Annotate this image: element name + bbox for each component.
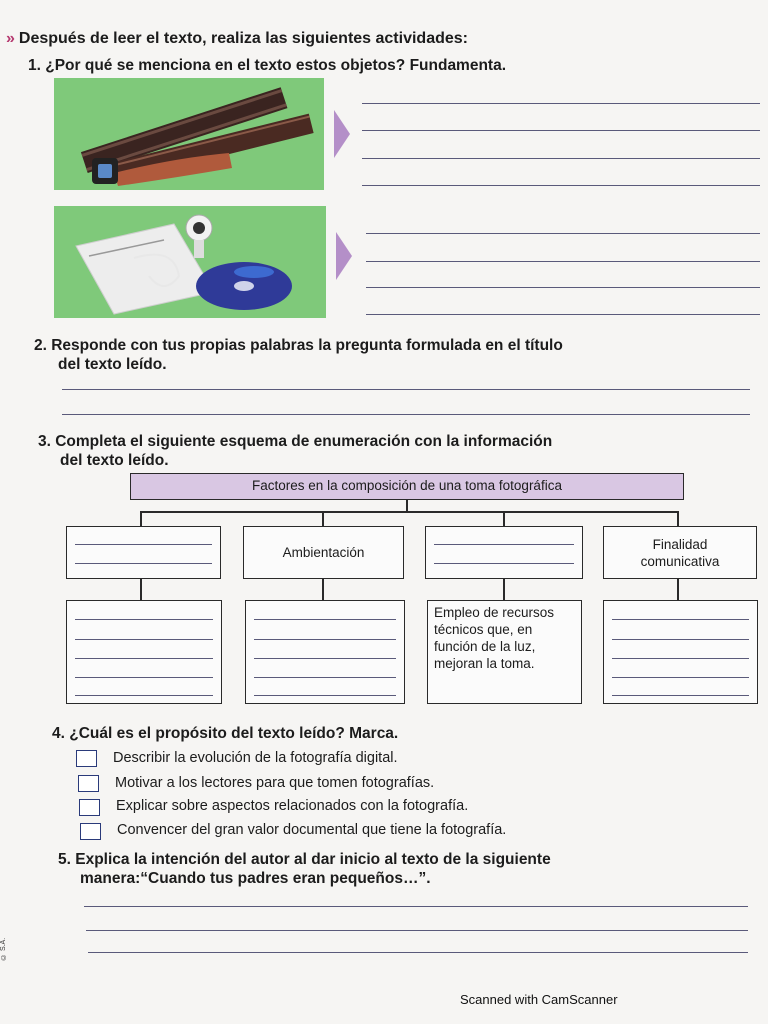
question-5-line-1: 5. Explica la intención del autor al dar inicio al texto de la siguiente [58,851,551,868]
answer-line [75,658,213,659]
answer-line[interactable] [366,261,760,262]
option-label-2: Motivar a los lectores para que tomen fotografías. [115,775,435,791]
option-label-3: Explicar sobre aspectos relacionados con la fotografía. [116,798,469,814]
answer-line[interactable] [62,389,750,390]
answer-line [75,695,213,696]
intro-heading [6,30,468,48]
connector [677,579,679,601]
answer-line [254,658,396,659]
question-2-line-1: 2. Responde con tus propias palabras la pregunta formulada en el título [34,337,563,354]
answer-line [75,677,213,678]
detail-box-3: Empleo de recursos técnicos que, en función de la luz, mejoran la toma. [427,600,582,704]
answer-line[interactable] [362,103,760,104]
detail-box-2[interactable] [245,600,405,704]
answer-line[interactable] [84,906,748,907]
answer-line [75,639,213,640]
answer-line[interactable] [366,233,760,234]
factor-box-2: Ambientación [243,526,404,579]
answer-line [434,544,574,545]
connector [140,511,678,513]
option-checkbox-3[interactable] [79,799,100,816]
question-3-line-1: 3. Completa el siguiente esquema de enumeración con la información [38,433,553,450]
option-label-1: Describir la evolución de la fotografía digital. [113,750,398,766]
detail-box-4[interactable] [603,600,758,704]
question-5-line-2: manera:“Cuando tus padres eran pequeños…”. [80,870,431,887]
answer-line[interactable] [362,130,760,131]
option-checkbox-2[interactable] [78,775,99,792]
side-copyright: © S.A. [0,937,7,960]
answer-line [612,619,749,620]
webcam-cd-image [54,206,326,318]
question-5 [58,850,551,888]
detail-box-1[interactable] [66,600,222,704]
factor-box-4: Finalidad comunicativa [603,526,757,579]
bullet-marker: » [6,30,15,47]
question-2 [34,336,563,374]
answer-line [75,619,213,620]
answer-line[interactable] [366,314,760,315]
answer-line [612,695,749,696]
answer-line[interactable] [362,185,760,186]
question-2-line-2: del texto leído. [58,356,167,373]
answer-line[interactable] [366,287,760,288]
option-checkbox-1[interactable] [76,750,97,767]
connector [140,579,142,601]
answer-line [254,695,396,696]
answer-line[interactable] [88,952,748,953]
answer-line [254,677,396,678]
question-4: 4. ¿Cuál es el propósito del texto leído? Marca. [52,725,399,742]
question-1: 1. ¿Por qué se menciona en el texto estos objetos? Fundamenta. [28,57,507,74]
answer-line [75,563,212,564]
film-strip-image [54,78,324,190]
answer-line[interactable] [362,158,760,159]
factor-box-3[interactable] [425,526,583,579]
connector [322,511,324,527]
answer-line [612,639,749,640]
option-label-4: Convencer del gran valor documental que tiene la fotografía. [117,822,507,838]
connector [503,511,505,527]
connector [140,511,142,527]
connector [322,579,324,601]
answer-line [434,563,574,564]
answer-line [254,639,396,640]
answer-line [254,619,396,620]
answer-line[interactable] [86,930,748,931]
scheme-title: Factores en la composición de una toma fotográfica [130,473,684,500]
answer-line [612,677,749,678]
option-checkbox-4[interactable] [80,823,101,840]
arrow-icon [336,232,352,280]
connector [503,579,505,601]
answer-line [75,544,212,545]
answer-line [612,658,749,659]
arrow-icon [334,110,350,158]
question-3 [38,432,552,470]
scanner-watermark: Scanned with CamScanner [460,992,618,1007]
factor-box-1[interactable] [66,526,221,579]
answer-line[interactable] [62,414,750,415]
intro-text: Después de leer el texto, realiza las siguientes actividades: [18,30,468,47]
question-3-line-2: del texto leído. [60,452,169,469]
connector [677,511,679,527]
